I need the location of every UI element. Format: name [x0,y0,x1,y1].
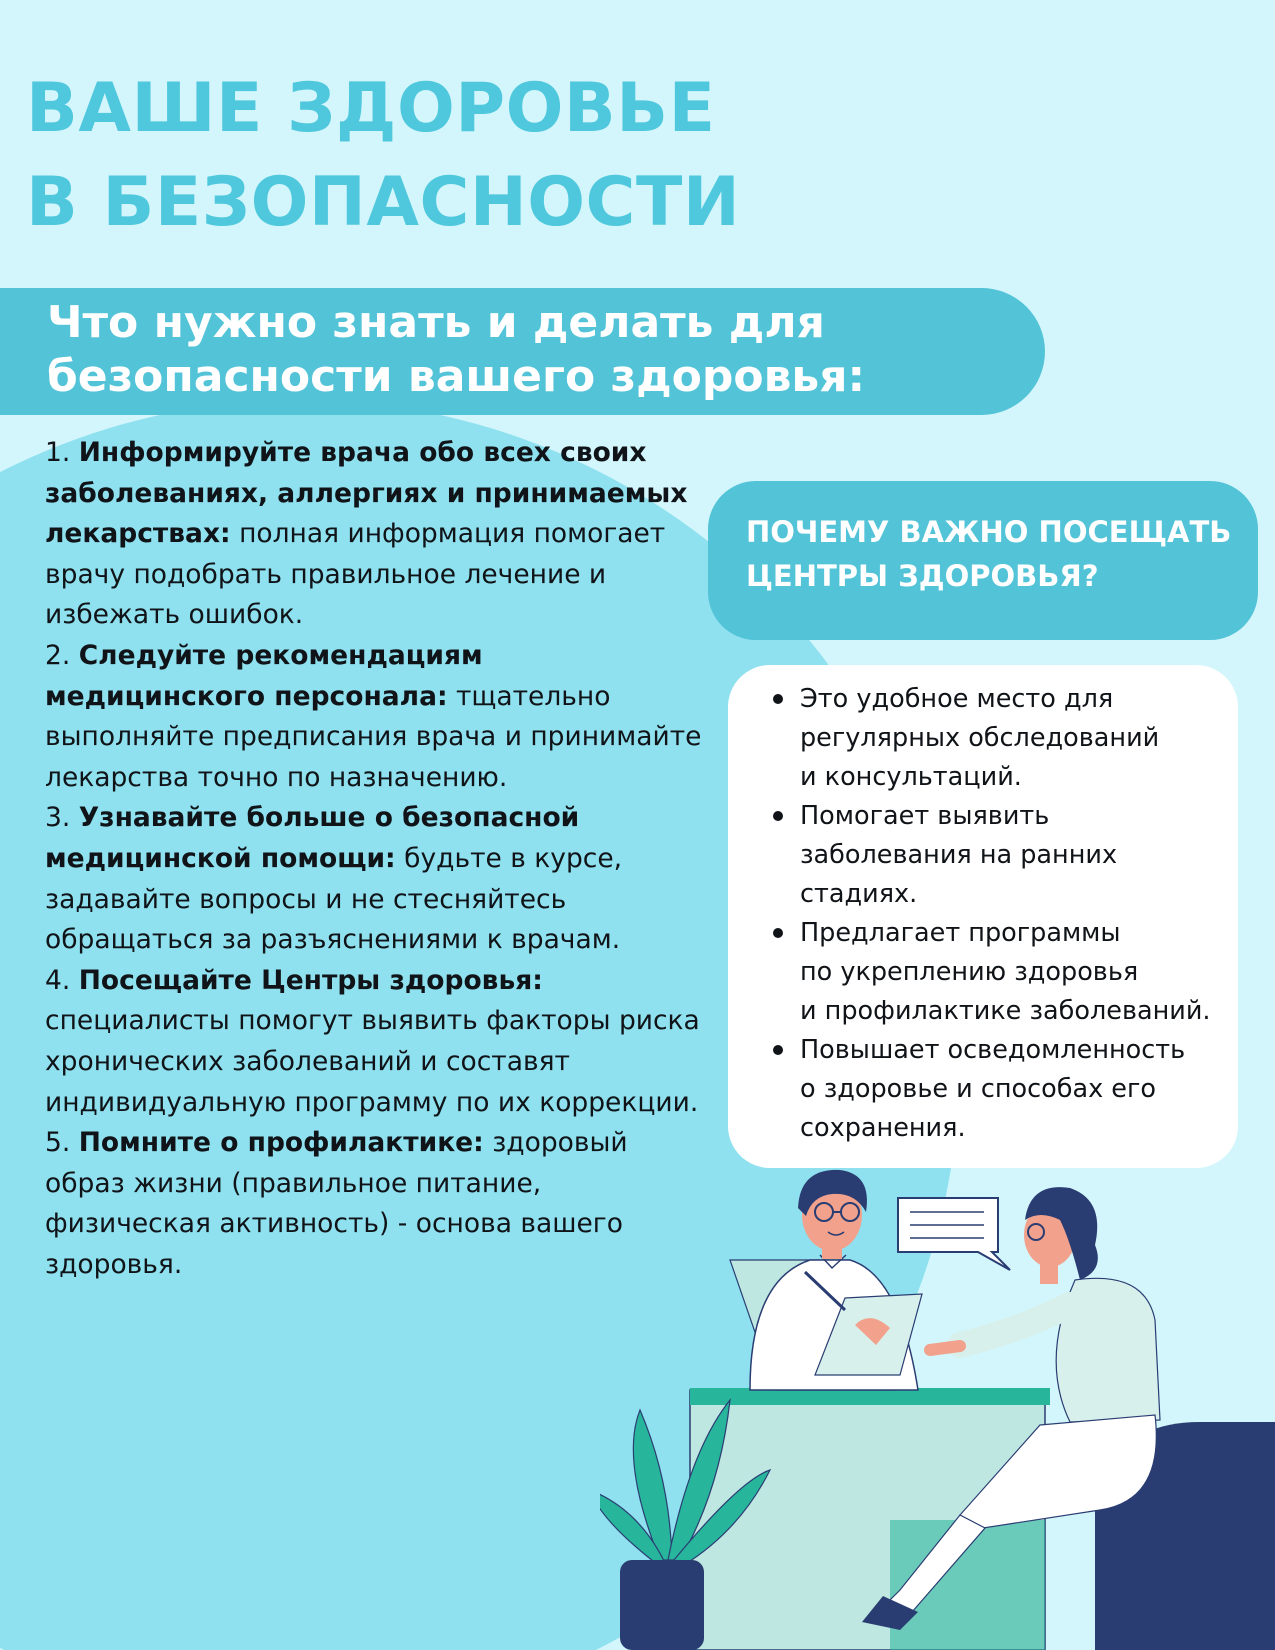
why-line-2: ЦЕНТРЫ ЗДОРОВЬЯ? [746,559,1099,593]
bullet-icon [773,1045,783,1055]
benefit-line: стадиях. [800,879,918,909]
tip-text: полная информация помогает врачу подобрать правильное лечение и избежать ошибок. [45,518,666,631]
page-title [26,62,740,250]
tip-number: 2. [45,639,71,671]
tip-heading: Информируйте врача обо всех своих заболеваниях, аллергиях и принимаемых лекарствах: [45,437,688,550]
why-heading [746,510,1231,598]
tip-number: 3. [45,802,71,834]
benefit-line: регулярных обследований [800,723,1160,753]
tip-item [45,636,705,798]
tip-text: специалисты помогут выявить факторы риска хронических заболеваний и составят индивидуальную программу по их коррекции. [45,1005,700,1118]
subtitle-line-1: Что нужно знать и делать для [47,297,825,348]
tip-text: здоровый образ жизни (правильное питание, физическая активность) - основа вашего здоровья. [45,1127,628,1280]
tip-heading: Посещайте Центры здоровья: [78,964,543,996]
why-line-1: ПОЧЕМУ ВАЖНО ПОСЕЩАТЬ [746,515,1232,549]
benefit-line: заболевания на ранних [800,840,1118,870]
tip-item [45,798,705,960]
tip-number: 1. [45,437,71,468]
subtitle-line-2: безопасности вашего здоровья: [47,351,866,402]
benefit-line: о здоровье и способах его [800,1074,1156,1104]
benefit-item [760,680,1240,797]
tip-item [45,961,705,1123]
benefit-item [760,797,1240,914]
bullet-icon [773,694,783,704]
tip-number: 5. [45,1127,71,1159]
title-line-2: В БЕЗОПАСНОСТИ [26,163,741,242]
tips-list [45,433,705,1285]
tip-text: будьте в курсе, задавайте вопросы и не стесняйтесь обращаться за разъяснениями к врачам. [45,842,623,956]
tip-number: 4. [45,964,71,996]
bullet-icon [773,928,783,938]
bullet-icon [773,811,783,821]
tip-heading: Следуйте рекомендациям медицинского персонала: [45,639,483,712]
benefit-item [760,914,1240,1031]
doctor-consultation-illustration [600,1160,1275,1650]
benefit-line: и профилактике заболеваний. [800,996,1211,1026]
benefit-line: Предлагает программы [800,918,1121,948]
benefit-line: Это удобное место для [800,684,1114,714]
tip-text: тщательно выполняйте предписания врача и принимайте лекарства точно по назначению. [45,680,702,793]
benefit-line: по укреплению здоровья [800,957,1139,987]
tip-item [45,433,705,636]
benefit-line: Повышает осведомленность [800,1035,1186,1065]
tip-heading: Помните о профилактике: [78,1127,484,1159]
benefit-line: и консультаций. [800,762,1022,792]
benefit-item [760,1031,1240,1148]
benefit-line: сохранения. [800,1113,966,1143]
subtitle-heading [47,296,865,404]
benefits-list [760,680,1240,1148]
title-line-1: ВАШЕ ЗДОРОВЬЕ [26,69,716,148]
tip-heading: Узнавайте больше о безопасной медицинской помощи: [45,802,580,874]
benefit-line: Помогает выявить [800,801,1050,831]
